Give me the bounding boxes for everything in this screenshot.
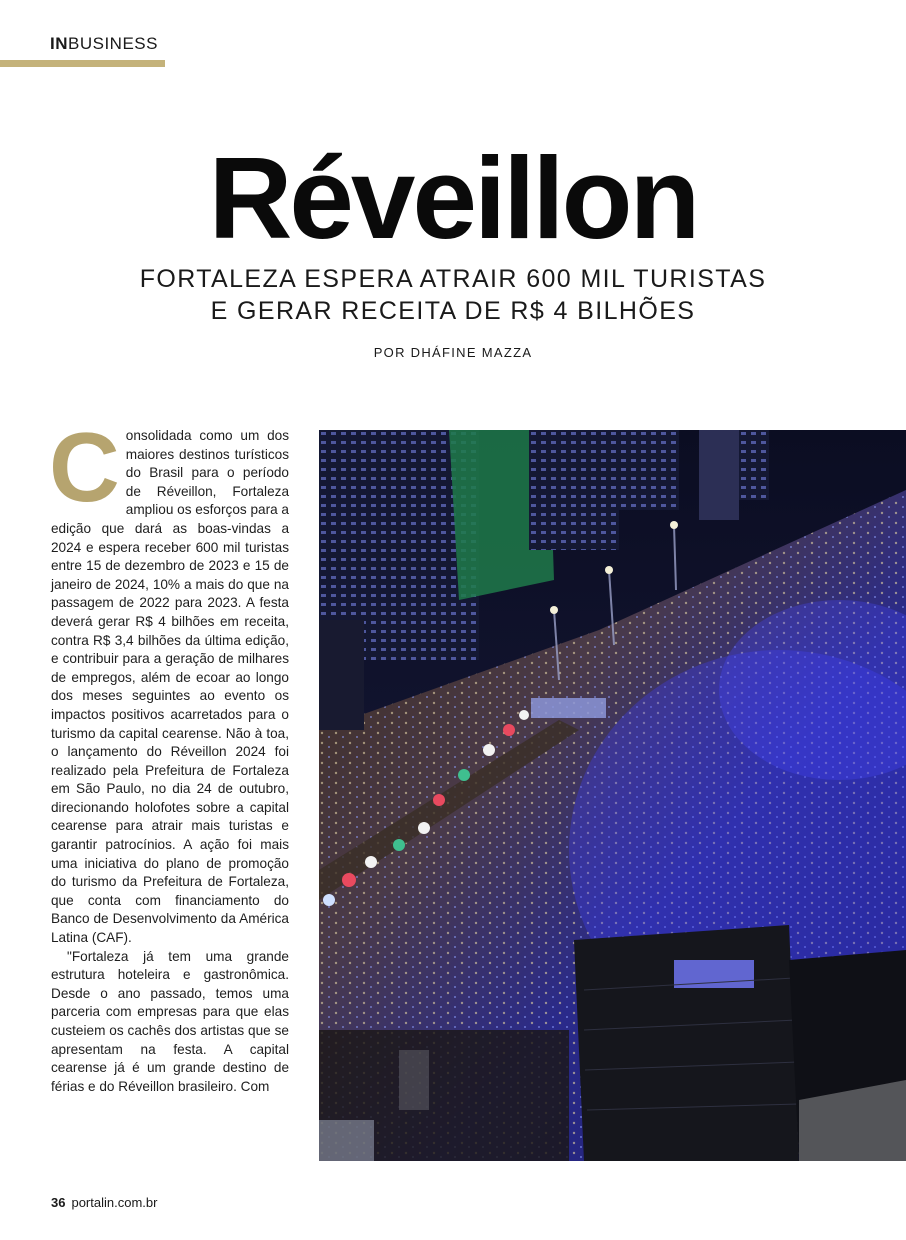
article-paragraph-2: "Fortaleza já tem uma grande estrutura hoteleira e gastronômica. Desde o ano passado, temos uma parceria com empresas para que elas custeiem os cachês dos artistas que se apresentam na festa. A capital cearense já é um grande destino de férias e do Réveillon brasileiro. Com <box>51 948 289 1094</box>
section-tag <box>50 34 158 54</box>
page-footer <box>51 1195 157 1210</box>
section-tag-rest: BUSINESS <box>68 34 158 53</box>
article-paragraph-1-text: onsolidada como um dos maiores destinos turísticos do Brasil para o período de Réveillon, Fortaleza ampliou os esforços para a edição que dará as boas-vindas a 2024 e espera receber 600 mil turistas entre 15 de dezembro de 2023 e 15 de janeiro de 2024, 10% a mais do que na passagem de 2022 para 2023. A festa deverá gerar R$ 4 bilhões em receita, contra R$ 3,4 bilhões da última edição, e contribuir para a geração de milhares de empregos, além de ecoar ao longo dos meses seguintes ao evento os impactos positivos acarretados para o turismo da capital cearense. Não à toa, o lançamento do Réveillon 2024 foi realizado pela Prefeitura de Fortaleza em São Paulo, no dia 24 de outubro, direcionando holofotes sobre a capital cearense para atrair mais turistas e garantir patrocínios. A ação foi mais uma iniciativa do plano de promoção do turismo da Prefeitura de Fortaleza, que conta com financiamento do Banco de Desenvolvimento da América Latina (CAF). <box>51 428 289 946</box>
subheadline <box>0 263 906 327</box>
byline: POR DHÁFINE MAZZA <box>373 345 533 360</box>
festival-aerial-photo <box>319 430 906 1161</box>
headline: Réveillon <box>208 133 698 263</box>
subheadline-line-1: FORTALEZA ESPERA ATRAIR 600 MIL TURISTAS <box>139 265 767 293</box>
section-tag-bold: IN <box>50 34 68 53</box>
photo-illustration <box>319 430 906 1161</box>
subheadline-line-2: E GERAR RECEITA DE R$ 4 BILHÕES <box>210 297 696 325</box>
article-column <box>49 412 289 1096</box>
section-rule <box>0 60 165 67</box>
drop-cap: C <box>49 412 120 522</box>
footer-site: portalin.com.br <box>71 1195 158 1210</box>
article-paragraph-1 <box>49 412 289 948</box>
page-number: 36 <box>51 1195 66 1210</box>
